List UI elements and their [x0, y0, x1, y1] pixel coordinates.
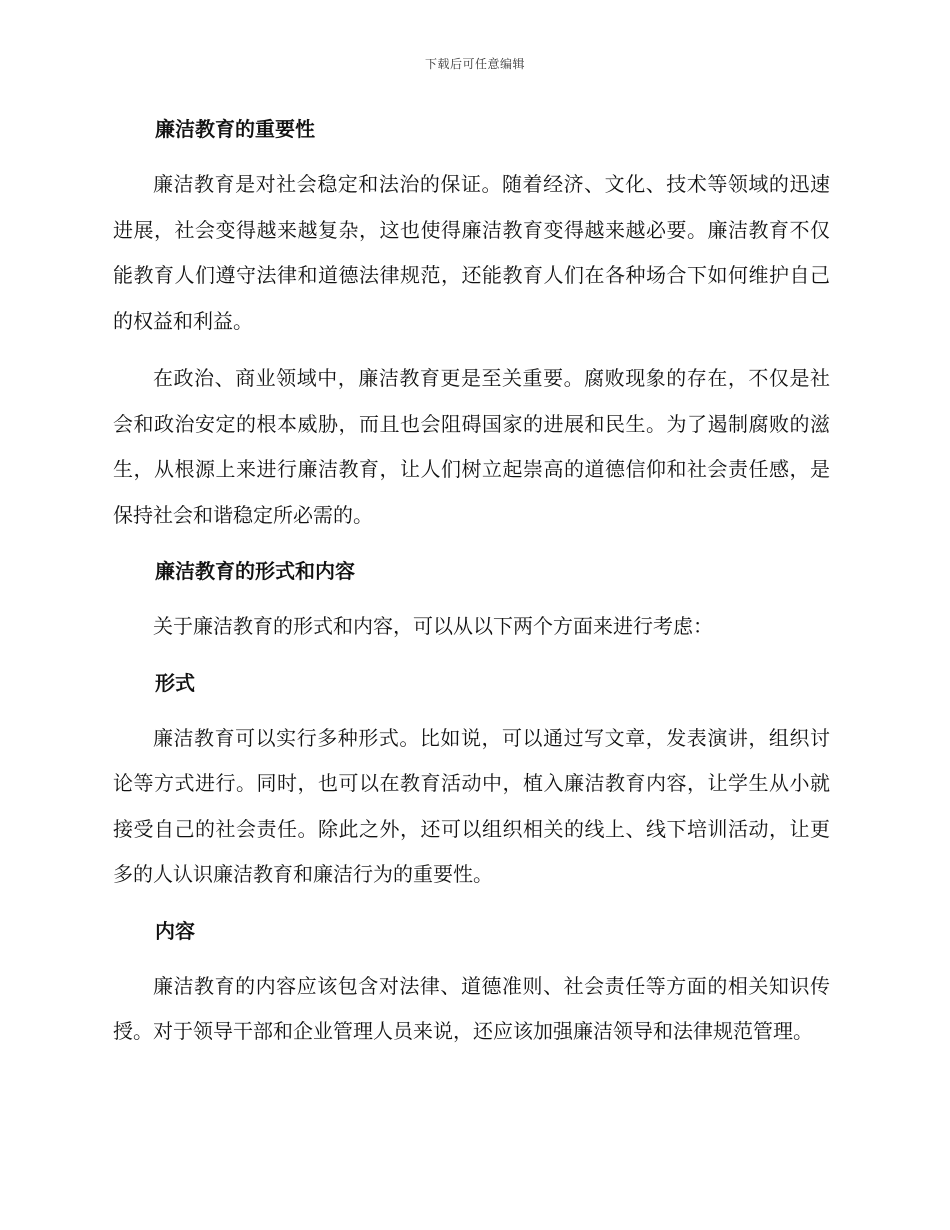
- paragraph-form-content-intro: 关于廉洁教育的形式和内容，可以从以下两个方面来进行考虑：: [153, 614, 713, 638]
- section-heading-form: 形式: [155, 670, 195, 695]
- document-body: [113, 108, 830, 1055]
- section-heading-importance: 廉洁教育的重要性: [155, 117, 315, 141]
- section-heading-content: 内容: [155, 918, 195, 943]
- section-heading-form-content: 廉洁教育的形式和内容: [155, 559, 355, 583]
- paragraph-content: 廉洁教育的内容应该包含对法律、道德准则、社会责任等方面的相关知识传授。对于领导干部和企业管理人员来说，还应该加强廉洁领导和法律规范管理。: [113, 973, 830, 1043]
- paragraph-importance-1: 廉洁教育是对社会稳定和法治的保证。随着经济、文化、技术等领域的迅速进展，社会变得越来越复杂，这也使得廉洁教育变得越来越必要。廉洁教育不仅能教育人们遵守法律和道德法律规范，还能教育人们在各种场合下如何维护自己的权益和利益。: [113, 172, 830, 333]
- header-note: 下载后可任意编辑: [424, 57, 525, 71]
- paragraph-importance-2: 在政治、商业领域中，廉洁教育更是至关重要。腐败现象的存在，不仅是社会和政治安定的根本威胁，而且也会阻碍国家的进展和民生。为了遏制腐败的滋生，从根源上来进行廉洁教育，让人们树立起崇高的道德信仰和社会责任感，是保持社会和谐稳定所必需的。: [113, 366, 830, 527]
- paragraph-form: 廉洁教育可以实行多种形式。比如说，可以通过写文章，发表演讲，组织讨论等方式进行。同时，也可以在教育活动中，植入廉洁教育内容，让学生从小就接受自己的社会责任。除此之外，还可以组织相关的线上、线下培训活动，让更多的人认识廉洁教育和廉洁行为的重要性。: [113, 725, 830, 886]
